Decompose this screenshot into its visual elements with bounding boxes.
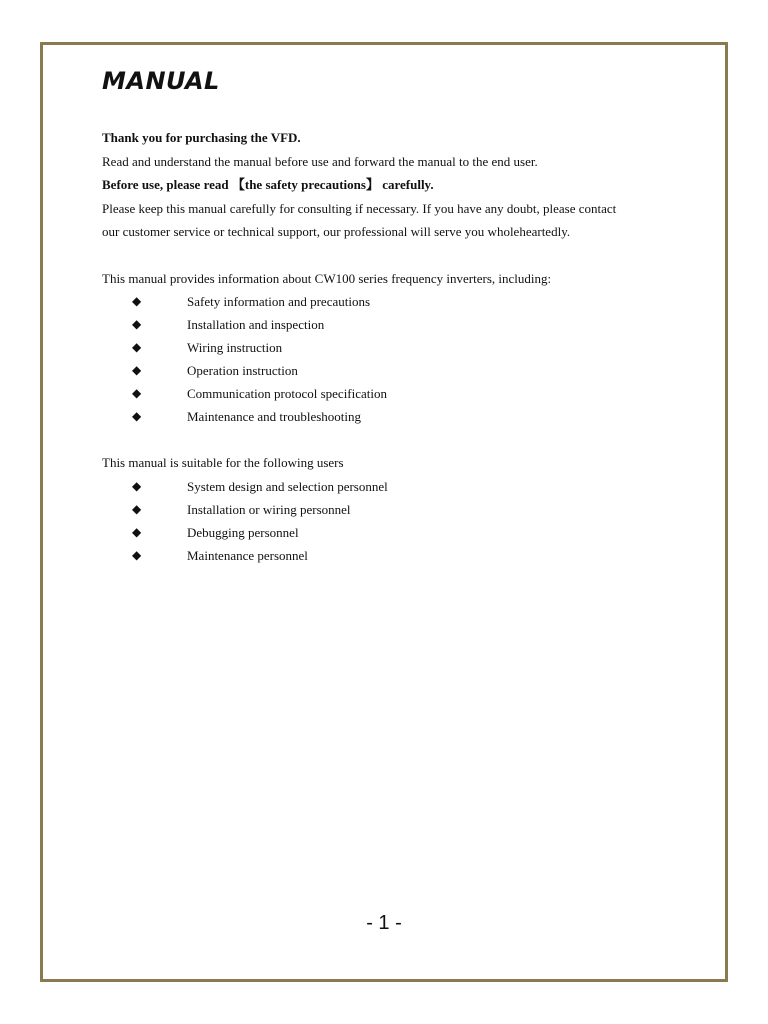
- manual-content: [102, 64, 662, 567]
- diamond-bullet-icon: ◆: [132, 524, 142, 539]
- diamond-bullet-icon: ◆: [132, 501, 142, 516]
- diamond-bullet-icon: ◆: [132, 363, 142, 377]
- list-item: ◆ Operation instruction: [102, 359, 662, 382]
- users-list: [102, 475, 662, 567]
- list-item: ◆ Communication protocol specification: [102, 382, 662, 405]
- diamond-bullet-icon: ◆: [132, 294, 142, 308]
- diamond-bullet-icon: ◆: [132, 340, 142, 354]
- list-item: ◆ Debugging personnel: [102, 521, 662, 544]
- list-item: ◆ Maintenance personnel: [102, 544, 662, 567]
- diamond-bullet-icon: ◆: [132, 317, 142, 331]
- users-lead: This manual is suitable for the following users: [102, 455, 344, 470]
- read-line: Read and understand the manual before use and forward the manual to the end user.: [102, 153, 538, 169]
- contents-section: [102, 267, 662, 429]
- page-title: MANUAL: [102, 67, 220, 95]
- diamond-bullet-icon: ◆: [132, 386, 142, 400]
- page-number: - 1 -: [366, 912, 402, 934]
- safety-notice-line: Before use, please read 【the safety precautions】 carefully.: [102, 177, 434, 192]
- thanks-line: Thank you for purchasing the VFD.: [102, 130, 301, 145]
- contents-lead: This manual provides information about CW100 series frequency inverters, including:: [102, 270, 552, 286]
- intro-section: [102, 126, 662, 244]
- diamond-bullet-icon: ◆: [132, 547, 142, 562]
- list-item: ◆ Wiring instruction: [102, 336, 662, 359]
- list-item: ◆ Installation or wiring personnel: [102, 498, 662, 521]
- users-section: [102, 451, 662, 567]
- list-item: ◆ Maintenance and troubleshooting: [102, 405, 662, 428]
- diamond-bullet-icon: ◆: [132, 478, 142, 493]
- keep-manual-line-2: our customer service or technical support, our professional will serve you wholeheartedly.: [102, 224, 571, 239]
- contents-list: [102, 290, 662, 428]
- keep-manual-line-1: Please keep this manual carefully for consulting if necessary. If you have any doubt, please contact: [102, 200, 617, 216]
- list-item: ◆ Installation and inspection: [102, 313, 662, 336]
- list-item: ◆ System design and selection personnel: [102, 475, 662, 498]
- diamond-bullet-icon: ◆: [132, 409, 142, 423]
- list-item: ◆ Safety information and precautions: [102, 290, 662, 313]
